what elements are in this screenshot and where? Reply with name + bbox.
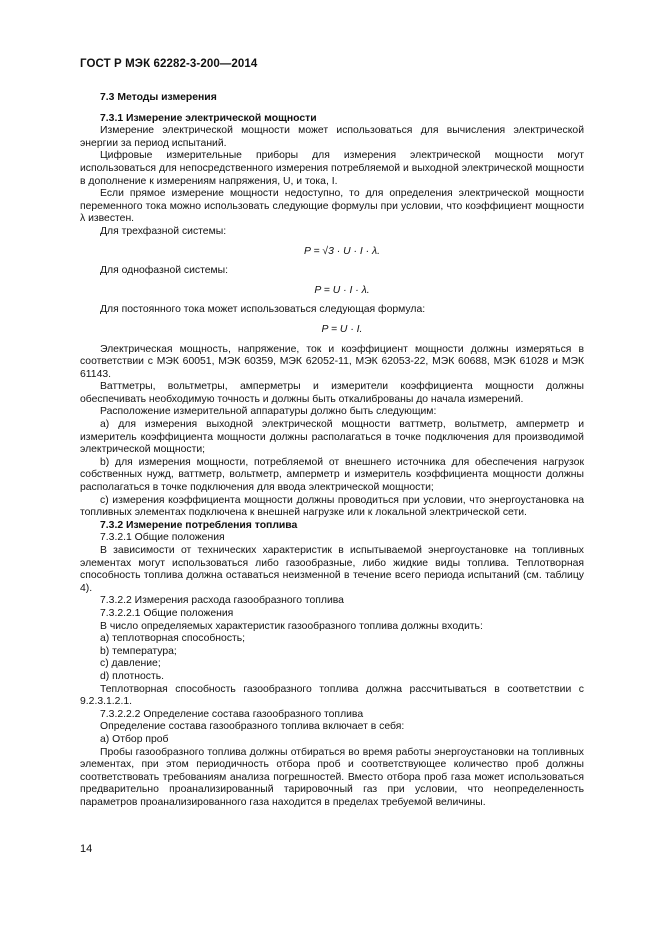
paragraph: В число определяемых характеристик газообразного топлива должны входить: xyxy=(100,620,483,632)
formula-label-three-phase: Для трехфазной системы: xyxy=(100,225,227,237)
paragraph: Пробы газообразного топлива должны отбираться во время работы энергоустановки на топливных элементах, при этом периодичность отбора проб и соответствующее количество проб должны соответствовать требованиям анализа погрешностей. Вместо отбора проб газа может использоваться предварительно проанализированный тарировочный газ при условии, что неопределенность параметров проанализированного газа находится в пределах требуемой величины. xyxy=(80,746,584,808)
paragraph: Ваттметры, вольтметры, амперметры и измерители коэффициента мощности должны обеспечивать необходимую точность и должны быть откалиброваны до начала измерений. xyxy=(80,381,584,405)
paragraph: Измерение электрической мощности может использоваться для вычисления электрической энергии за период испытаний. xyxy=(80,125,584,149)
list-item: b) для измерения мощности, потребляемой от внешнего источника для обеспечения нагрузок собственных нужд, ваттметр, вольтметр, амперметр и измеритель коэффициента мощности должны располагаться в точке подключения для ввода электрической мощности; xyxy=(80,456,584,494)
section-title: 7.3 Методы измерения xyxy=(100,92,217,103)
list-item: a) теплотворная способность; xyxy=(100,633,246,645)
subsection-title-7-3-1: 7.3.1 Измерение электрической мощности xyxy=(100,112,317,124)
list-item: a) для измерения выходной электрической мощности ваттметр, вольтметр, амперметр и измеритель коэффициента мощности должны располагаться в точке подключения для производимой электрической мощности; xyxy=(80,419,584,456)
clause-title: 7.3.2.2.1 Общие положения xyxy=(100,607,234,619)
clause-title: 7.3.2.2 Измерения расхода газообразного топлива xyxy=(100,595,344,607)
formula-dc xyxy=(80,324,584,337)
paragraph: В зависимости от технических характеристик в испытываемой энергоустановке на топливных элементах могут использоваться либо газообразные, либо жидкие виды топлива. Теплотворная способность топлива должна оставаться неизменной в течение всего периода испытаний (см. таблицу 4). xyxy=(80,545,584,594)
formula-label-dc: Для постоянного тока может использоваться следующая формула: xyxy=(100,304,426,316)
paragraph: Цифровые измерительные приборы для измерения электрической мощности могут использоваться для непосредственного измерения потребляемой и выходной электрической мощности в дополнение к измерениям напряжения, U, и тока, I. xyxy=(80,150,584,187)
clause-title: 7.3.2.1 Общие положения xyxy=(100,532,225,544)
list-item: d) плотность. xyxy=(100,670,165,682)
paragraph: Если прямое измерение мощности недоступно, то для определения электрической мощности переменного тока можно использовать следующие формулы при условии, что коэффициент мощности λ известен. xyxy=(80,188,584,225)
list-item: c) измерения коэффициента мощности должны проводиться при условии, что энергоустановка на топливных элементах подключена к внешней нагрузке или к локальной электрической сети. xyxy=(80,494,584,519)
paragraph: Теплотворная способность газообразного топлива должна рассчитываться в соответствии с 9.2.3.1.2.1. xyxy=(80,683,584,708)
list-item: c) давление; xyxy=(100,658,161,670)
formula-text: P = U · I · λ. xyxy=(314,284,370,296)
page-number: 14 xyxy=(80,843,93,855)
paragraph: Расположение измерительной аппаратуры должно быть следующим: xyxy=(100,406,437,418)
formula-three-phase xyxy=(80,246,584,259)
formula-text: P = √3 · U · I · λ. xyxy=(304,245,380,257)
formula-single-phase xyxy=(80,285,584,298)
list-item: b) температура; xyxy=(100,645,177,657)
formula-text: P = U · I. xyxy=(321,323,363,335)
clause-title: 7.3.2.2.2 Определение состава газообразного топлива xyxy=(100,708,364,720)
list-item: a) Отбор проб xyxy=(100,733,169,745)
paragraph: Электрическая мощность, напряжение, ток и коэффициент мощности должны измеряться в соответствии с МЭК 60051, МЭК 60359, МЭК 62052-11, МЭК 62053-22, МЭК 60688, МЭК 61028 и МЭК 61143. xyxy=(80,343,584,380)
document-header: ГОСТ Р МЭК 62282-3-200—2014 xyxy=(80,58,258,70)
page-body xyxy=(80,92,584,809)
subsection-title-7-3-2: 7.3.2 Измерение потребления топлива xyxy=(100,519,298,531)
paragraph: Определение состава газообразного топлива включает в себя: xyxy=(100,721,405,733)
formula-label-single-phase: Для однофазной системы: xyxy=(100,265,229,277)
